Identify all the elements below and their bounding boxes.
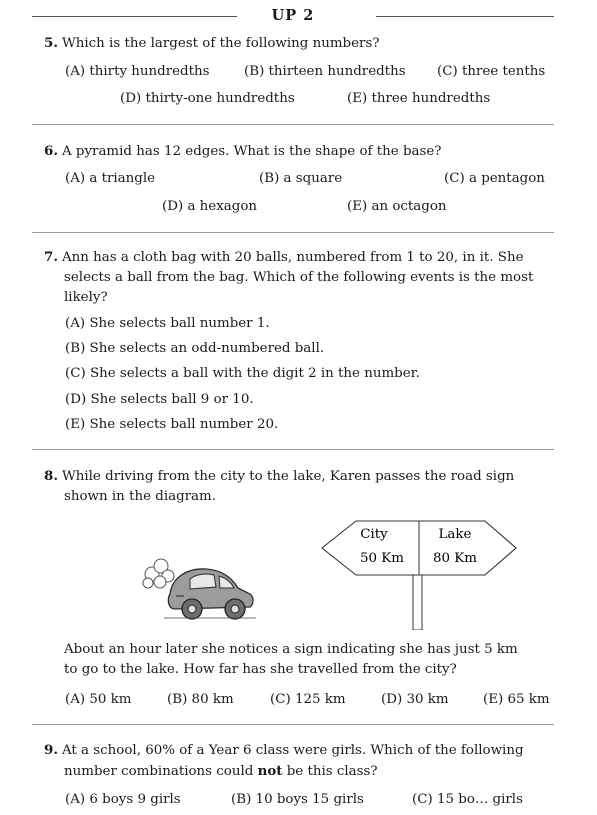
section-title: UP 2	[271, 7, 315, 24]
question-7-stem	[44, 247, 556, 308]
question-number: 5.	[44, 35, 58, 51]
question-text-line: likely?	[64, 290, 108, 305]
separator	[32, 232, 554, 233]
question-6-stem	[44, 141, 556, 162]
q6-option-b[interactable]: (B) a square	[259, 171, 343, 186]
car-icon	[168, 569, 253, 619]
q5-option-d[interactable]: (D) thirty-one hundredths	[120, 91, 295, 106]
car-illustration	[134, 552, 258, 624]
q8-option-d[interactable]: (D) 30 km	[381, 692, 449, 707]
question-5-stem	[44, 33, 556, 54]
question-text-line: shown in the diagram.	[64, 489, 216, 504]
q5-option-a[interactable]: (A) thirty hundredths	[65, 64, 210, 79]
q6-option-e[interactable]: (E) an octagon	[347, 199, 447, 214]
separator	[32, 124, 554, 125]
question-number: 7.	[44, 249, 58, 265]
header-rule-right	[376, 16, 554, 17]
q6-option-a[interactable]: (A) a triangle	[65, 171, 156, 186]
sign-lake-label: Lake	[438, 527, 472, 542]
q7-option-b[interactable]: (B) She selects an odd-numbered ball.	[65, 341, 325, 356]
exhaust-cloud-icon	[143, 559, 174, 588]
question-text-line: Ann has a cloth bag with 20 balls, numbered from 1 to 20, in it. She	[61, 250, 524, 265]
question-text-line: to go to the lake. How far has she travelled from the city?	[64, 662, 457, 677]
question-text-line: At a school, 60% of a Year 6 class were girls. Which of the following	[61, 743, 524, 758]
q9-option-c[interactable]: (C) 15 bo… girls	[412, 792, 523, 807]
q7-option-c[interactable]: (C) She selects a ball with the digit 2 in the number.	[65, 366, 420, 381]
question-8-followup	[44, 640, 556, 680]
question-text-line: About an hour later she notices a sign indicating she has just 5 km	[64, 642, 518, 657]
q9-option-a[interactable]: (A) 6 boys 9 girls	[65, 792, 181, 807]
sign-post	[413, 575, 422, 630]
section-header	[32, 5, 554, 27]
q6-option-d[interactable]: (D) a hexagon	[162, 199, 258, 214]
q7-option-d[interactable]: (D) She selects ball 9 or 10.	[65, 392, 254, 407]
q8-option-a[interactable]: (A) 50 km	[65, 692, 132, 707]
separator	[32, 449, 554, 450]
question-text-part: number combinations could	[64, 764, 258, 779]
question-number: 6.	[44, 143, 58, 159]
question-8-stem	[44, 466, 556, 507]
question-text: Which is the largest of the following numbers?	[61, 36, 380, 51]
sign-city-distance: 50 Km	[360, 551, 404, 566]
q5-option-e[interactable]: (E) three hundredths	[347, 91, 491, 106]
question-text-part: be this class?	[282, 764, 378, 779]
q8-option-b[interactable]: (B) 80 km	[167, 692, 234, 707]
question-number: 8.	[44, 468, 58, 484]
q9-option-b[interactable]: (B) 10 boys 15 girls	[231, 792, 364, 807]
q7-option-a[interactable]: (A) She selects ball number 1.	[65, 316, 270, 331]
q7-option-e[interactable]: (E) She selects ball number 20.	[65, 417, 279, 432]
q8-option-e[interactable]: (E) 65 km	[483, 692, 550, 707]
question-text: A pyramid has 12 edges. What is the shape of the base?	[61, 144, 442, 159]
separator	[32, 724, 554, 725]
q6-option-c[interactable]: (C) a pentagon	[444, 171, 545, 186]
question-number: 9.	[44, 742, 58, 758]
question-text-line: selects a ball from the bag. Which of the following events is the most	[64, 270, 534, 285]
road-sign-diagram	[320, 518, 520, 630]
q8-option-c[interactable]: (C) 125 km	[270, 692, 346, 707]
q5-option-b[interactable]: (B) thirteen hundredths	[244, 64, 406, 79]
question-text-line: While driving from the city to the lake, Karen passes the road sign	[61, 469, 515, 484]
sign-city-label: City	[360, 527, 388, 542]
question-9-stem	[44, 740, 556, 782]
q5-option-c[interactable]: (C) three tenths	[437, 64, 546, 79]
sign-lake-distance: 80 Km	[433, 551, 477, 566]
emphasis-not: not	[257, 763, 283, 779]
